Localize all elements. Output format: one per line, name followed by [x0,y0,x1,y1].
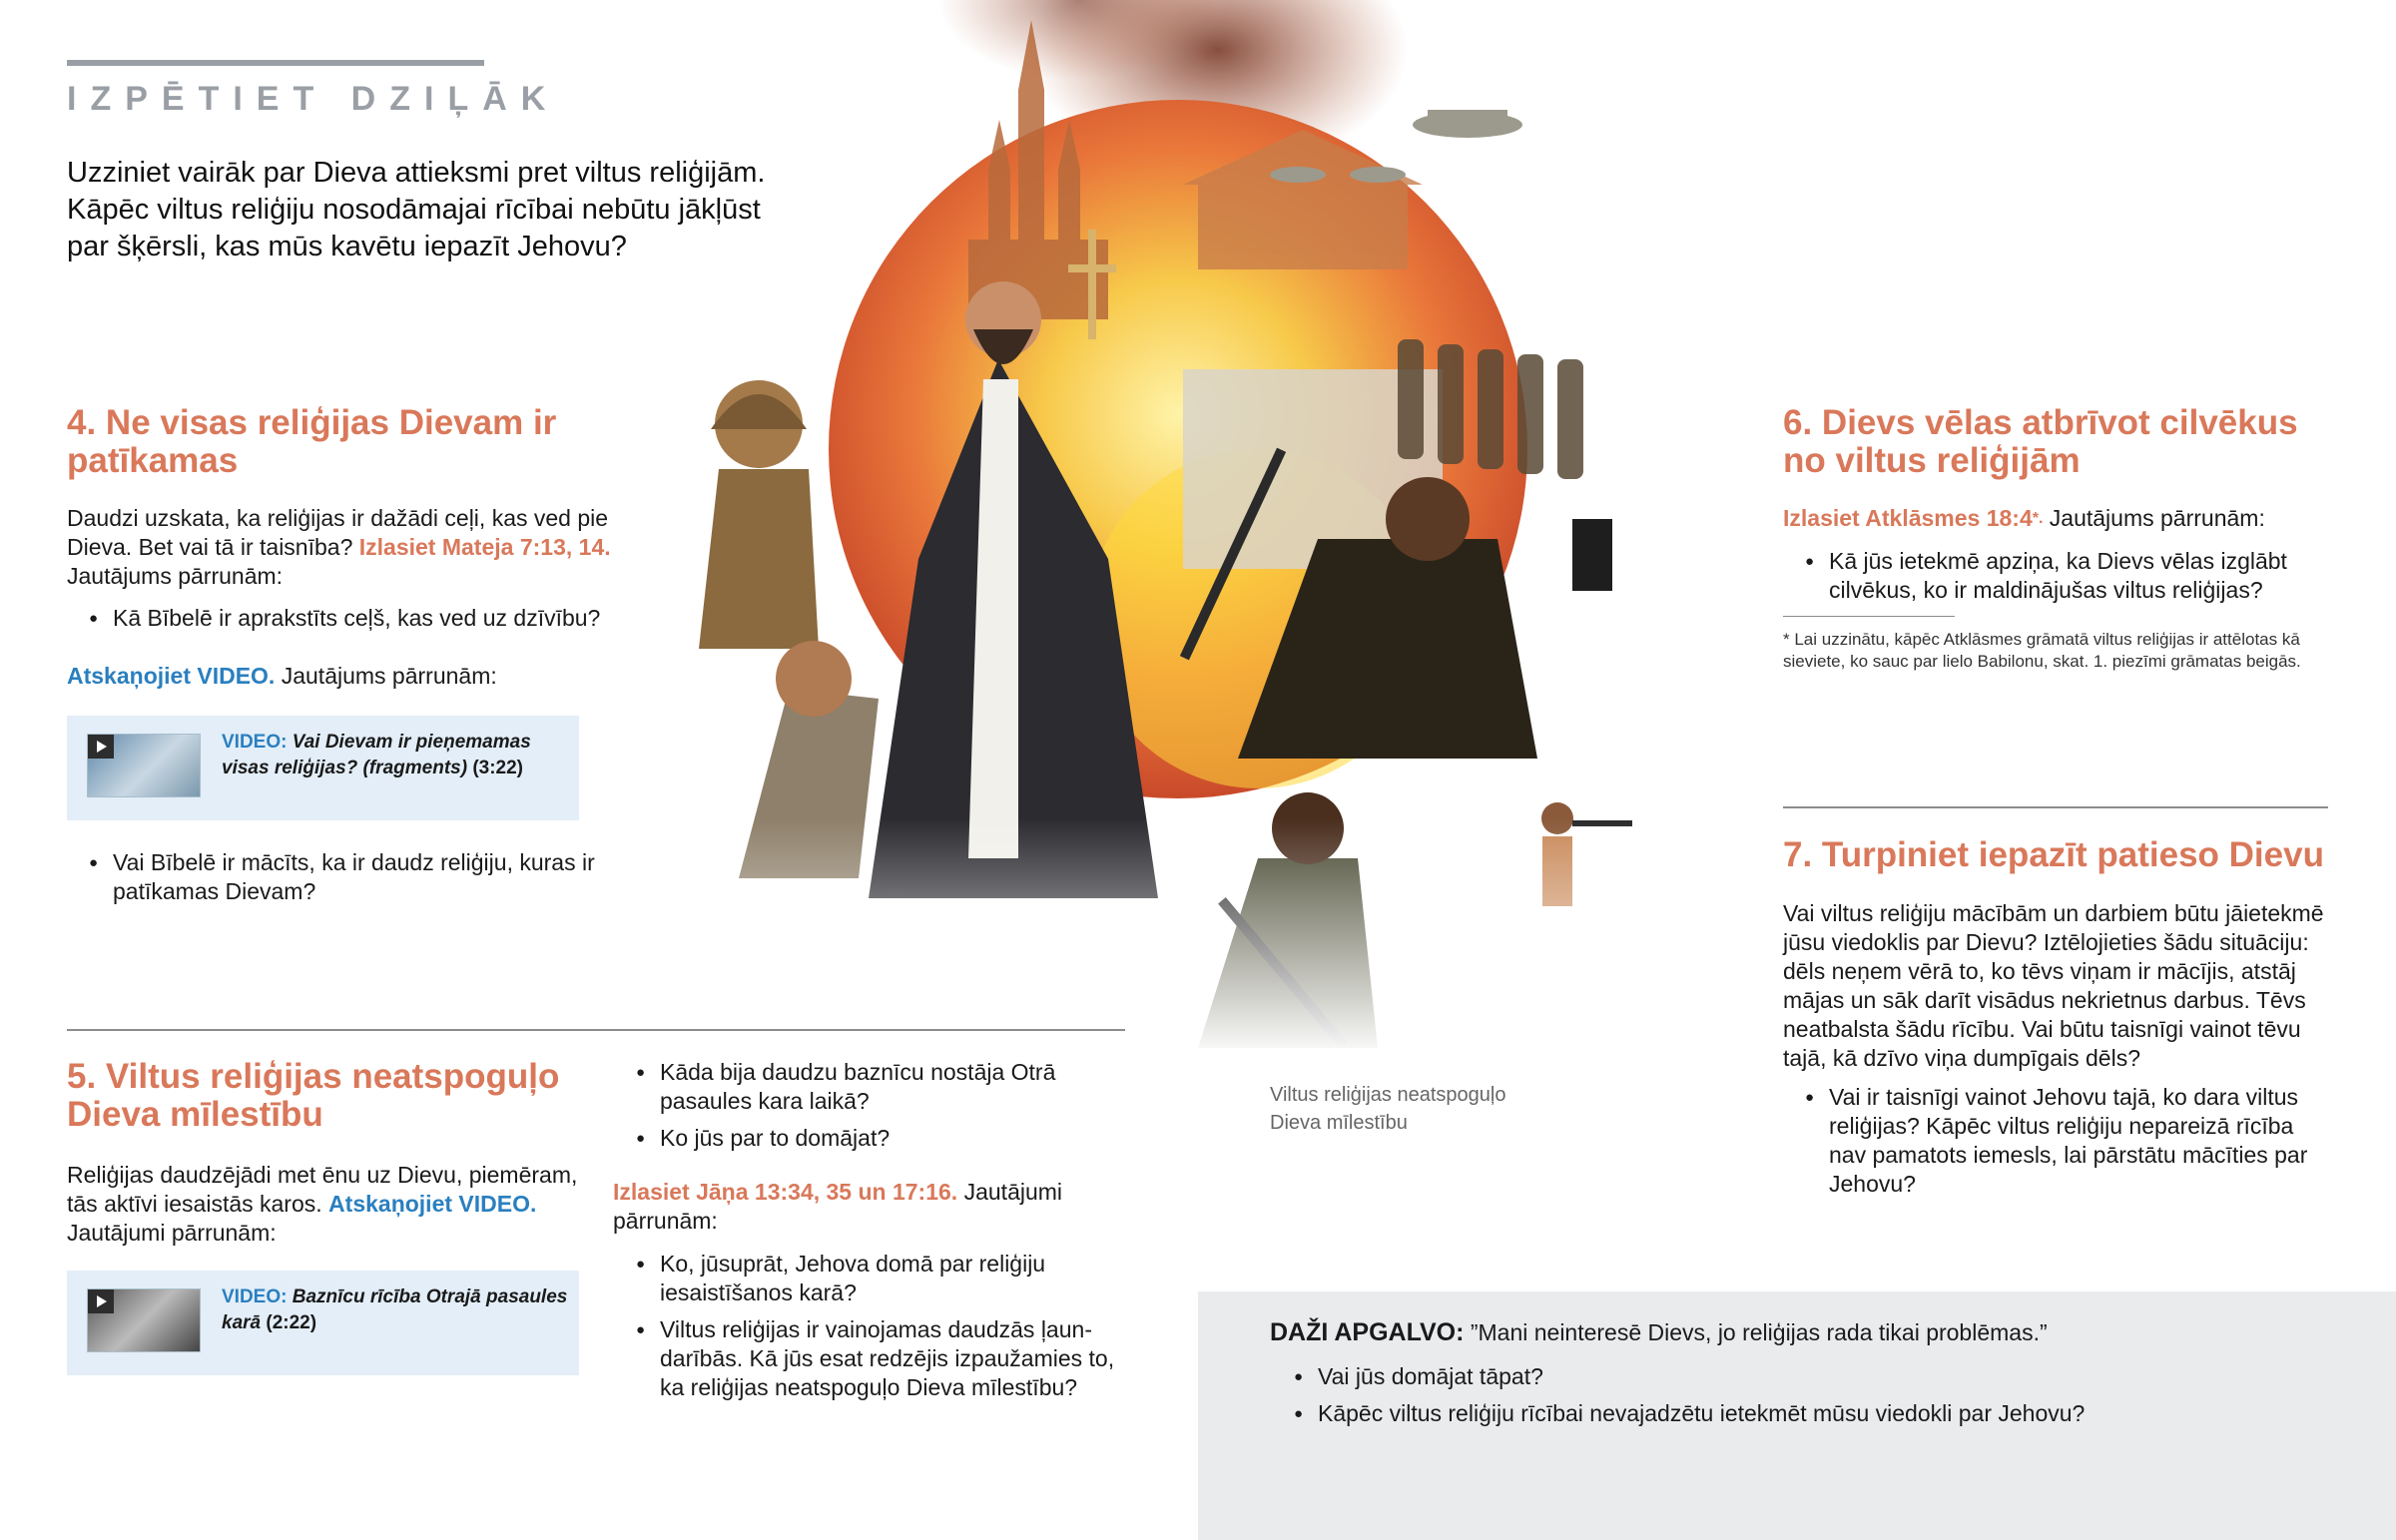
play-video-link[interactable]: Atskaņojiet VIDEO. [328,1191,537,1217]
section-4-text: Daudzi uzskata, ka reliģijas ir dažādi ceļi, kas ved pie Dieva. Bet vai tā ir taisnība? Izlasiet Mateja 7:13, 14. Jautājums pārrunām: [67,505,611,589]
video-card[interactable] [67,716,579,820]
list-item: ● Viltus reliģijas ir vainojamas daudzās ļaundarībās. Kā jūs esat redzējis izpaužamies to, ka reliģijas neatspoguļo Dieva mīlestību? [636,1315,1125,1402]
illustration-caption: Viltus reliģijas neatspoguļo Dieva mīlestību [1270,1084,1506,1134]
video-thumbnail[interactable] [87,1288,201,1352]
intro-text: Uzziniet vairāk par Dieva attieksmi pret viltus reliģijām. Kāpēc viltus reliģiju nosodāmajai rīcībai nebūtu jākļūst par šķērsli, kas mūs kavētu iepazīt Jehovu? [67,157,766,262]
page-title: IZPĒTIET DZIĻĀK [67,80,560,118]
list-item: ● Vai jūs domājat tāpat? [1294,1362,2352,1391]
section-divider [67,1029,1125,1031]
video-caption: VIDEO: Vai Dievam ir pieņemamas visas reliģijas? (fragments) (3:22) [222,732,531,778]
list-item: ● Vai ir taisnīgi vainot Jehovu tajā, ko dara viltus reliģijas? Kāpēc viltus reliģiju nepareizā rīcība nav pamatots iemesls, lai pārstātu mācīties par Jehovu? [1783,1083,2322,1199]
play-video-link[interactable]: Atskaņojiet VIDEO. [67,663,276,689]
scripture-link-john[interactable]: Izlasiet Jāņa 13:34, 35 un 17:16. [613,1179,958,1205]
section-5-heading: 5. Viltus reliģijas neatspoguļo Dieva mīlestību [67,1057,560,1134]
scripture-link-revelation[interactable]: Izlasiet Atklāsmes 18:4 [1783,505,2033,531]
footnote: * Lai uzzinātu, kāpēc Atklāsmes grāmatā viltus reliģijas ir attēlotas kā sieviete, ko sauc par lielo Babilonu, skat. 1. piezīmi grāmatas beigās. [1783,630,2301,671]
section-5-questions [636,1058,1115,1161]
play-icon[interactable] [88,735,114,759]
section-7-questions [1783,1083,2322,1207]
list-item: ● Ko, jūsuprāt, Jehova domā par reliģiju iesaistīšanos karā? [636,1250,1125,1307]
section-4-video-prompt: Atskaņojiet VIDEO. Jautājums pārrunām: [67,663,497,689]
section-7-text: Vai viltus reliģiju mācībām un darbiem būtu jāietekmē jūsu viedoklis par Dievu? Iztēlojieties šādu situāciju: dēls neņem vērā to, ko tēvs viņam ir mācījis, atstāj mājas un sāk darīt visādus nekrietnus darbus. Tēvs neatbalsta šādu rīcību. Vai būtu taisnīgi vainot tēvu tajā, kā dzīvo viņa dumpīgais dēls? [1783,900,2324,1071]
list-item: ● Kā Bībelē ir aprakstīts ceļš, kas ved uz dzīvību? [67,604,626,633]
list-item: ● Kā jūs ietekmē apziņa, ka Dievs vēlas izglābt cilvēkus, ko ir maldinājušas viltus reliģijas? [1783,547,2292,605]
section-5-text: Reliģijas daudzējādi met ēnu uz Dievu, piemēram, tās aktīvi iesaistās karos. Atskaņojiet VIDEO. Jautājumi pārrunām: [67,1162,578,1246]
list-item: ● Kāda bija daudzu baznīcu nostāja Otrā pasaules kara laikā? [636,1058,1115,1116]
footnote-rule [1783,616,1955,617]
scripture-link-matthew[interactable]: Izlasiet Mateja 7:13, 14. [358,534,611,560]
section-5-read-prompt: Izlasiet Jāņa 13:34, 35 un 17:16. Jautājumi pārrunām: [613,1179,1063,1234]
section-6-read-prompt: Izlasiet Atklāsmes 18:4*. Jautājums pārrunām: [1783,505,2265,531]
section-6-heading: 6. Dievs vēlas atbrīvot cilvēkus no viltus reliģijām [1783,403,2298,480]
list-item: ● Ko jūs par to domājat? [636,1124,1115,1153]
video-thumbnail[interactable] [87,734,201,797]
section-4-questions-2 [67,848,606,914]
section-divider [1783,806,2328,808]
claim-questions [1294,1362,2352,1436]
section-7-heading: 7. Turpiniet iepazīt patieso Dievu [1783,835,2324,874]
section-4-questions [67,604,626,641]
video-card[interactable] [67,1271,579,1375]
play-icon[interactable] [88,1289,114,1313]
list-item: ● Kāpēc viltus reliģiju rīcībai nevajadzētu ietekmēt mūsu viedokli par Jehovu? [1294,1399,2352,1428]
video-caption: VIDEO: Baznīcu rīcība Otrajā pasaules karā (2:22) [222,1286,568,1333]
section-6-questions [1783,547,2292,613]
list-item: ● Vai Bībelē ir mācīts, ka ir daudz reliģiju, kuras ir patīkamas Dievam? [67,848,606,906]
header-rule [67,60,484,66]
claim-statement: DAŽI APGALVO: ”Mani neinteresē Dievs, jo reliģijas rada tikai problēmas.” [1270,1318,2048,1346]
section-5-questions-2 [636,1250,1125,1410]
war-religion-illustration [639,0,1747,1058]
section-4-heading: 4. Ne visas reliģijas Dievam ir patīkamas [67,403,557,480]
